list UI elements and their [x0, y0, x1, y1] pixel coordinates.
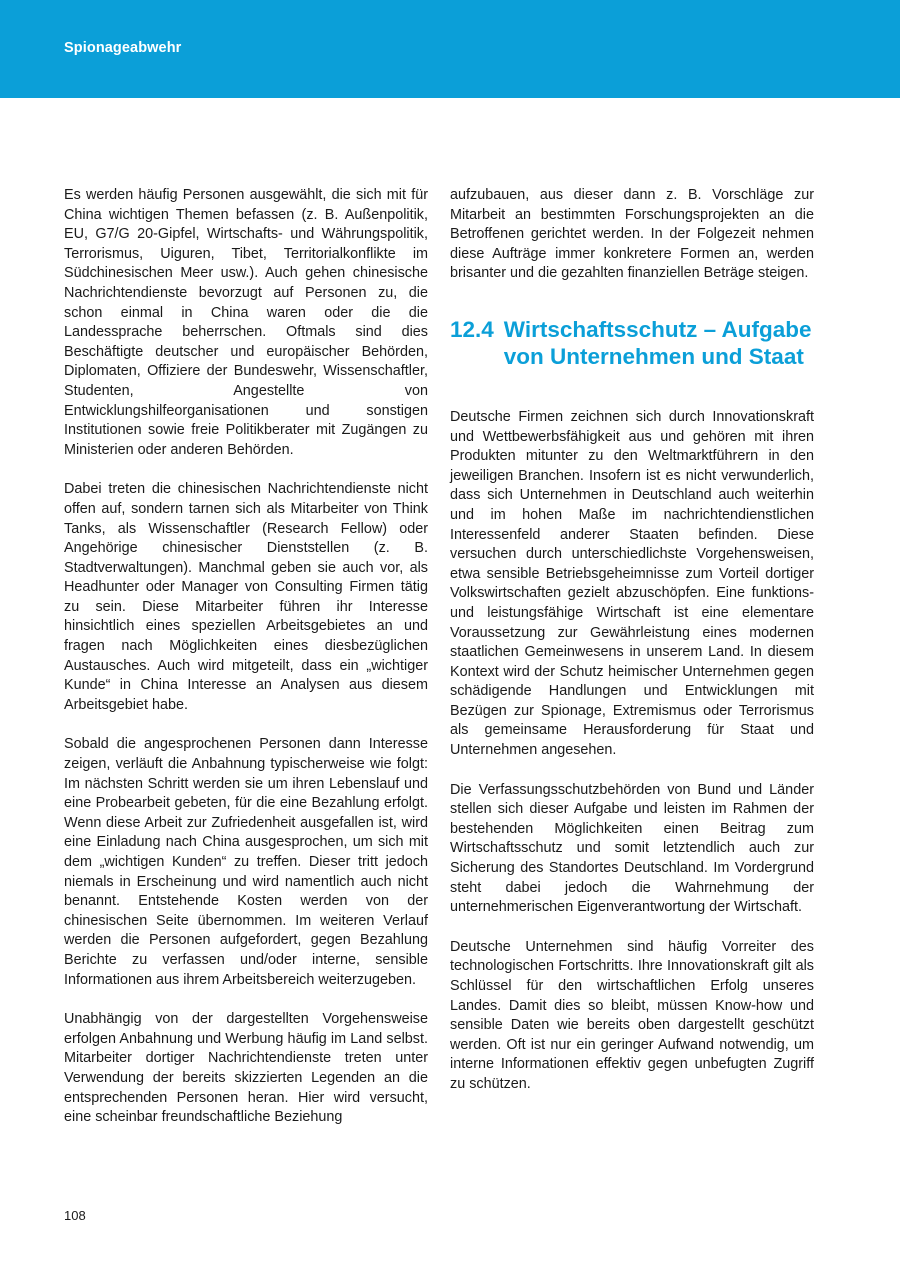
body-paragraph: Sobald die angesprochenen Personen dann Interesse zeigen, verläuft die Anbahnung typischerweise wie folgt: Im nächsten Schritt werden sie um ihren Lebenslauf und eine Probearbeit gebeten, für die eine Bezahlung erfolgt. Wenn diese Arbeit zur Zufriedenheit ausgefallen ist, wird eine Einladung nach China ausgesprochen, um sich mit dem „wichtigen Kunden“ zu treffen. Dieser tritt jedoch niemals in Erscheinung und wird namentlich auch nicht benannt. Entstehende Kosten werden von der chinesischen Seite übernommen. Im weiteren Verlauf werden die Personen aufgefordert, gegen Bezahlung Berichte zu verfassen und/oder interne, sensible Informationen aus ihrem Arbeitsbereich weiterzugeben. [64, 736, 428, 988]
body-paragraph: Die Verfassungsschutzbehörden von Bund und Länder stellen sich dieser Aufgabe und leisten im Rahmen der bestehenden Möglichkeiten einen Beitrag zum Wirtschaftsschutz und somit letztendlich auch zur Sicherung des Standortes Deutschland. Im Vordergrund steht dabei jedoch die Wahrnehmung der unternehmerischen Eigenverantwortung der Wirtschaft. [450, 781, 814, 916]
header-band [0, 0, 900, 98]
body-paragraph: Deutsche Unternehmen sind häufig Vorreiter des technologischen Fortschritts. Ihre Innovationskraft gilt als Schlüssel für den wirtschaftlichen Erfolg unseres Landes. Damit dies so bleibt, müssen Know-how und sensible Daten wie bereits oben dargestellt geschützt werden. Oft ist nur ein geringer Aufwand notwendig, um interne Informationen effektiv gegen unbefugten Zugriff zu schützen. [450, 938, 814, 1092]
body-paragraph: Dabei treten die chinesischen Nachrichtendienste nicht offen auf, sondern tarnen sich als Mitarbeiter von Think Tanks, als Wissenschaftler (Research Fellow) oder Angehörige chinesischer Dienststellen (z. B. Stadtverwaltungen). Manchmal geben sie auch vor, als Headhunter oder Manager von Consulting Firmen tätig zu sein. Diese Mitarbeiter führen ihr Interesse hinsichtlich eines speziellen Arbeitsgebietes an und fragen nach Möglichkeiten eines diesbezüglichen Austausches. Auch wird mitgeteilt, dass ein „wichtiger Kunde“ in China Interesse an Analysen aus diesem Arbeitsgebiet habe. [64, 481, 428, 713]
right-column [450, 186, 814, 1115]
page-number: 108 [64, 1208, 86, 1223]
section-heading [450, 316, 814, 370]
section-number: 12.4 [450, 316, 494, 342]
body-paragraph: Deutsche Firmen zeichnen sich durch Innovationskraft und Wettbewerbsfähigkeit aus und gehören mit ihren Produkten mitunter zu den Weltmarktführern in den jeweiligen Branchen. Insofern ist es nicht verwunderlich, dass sich Unternehmen in Deutschland auch weiterhin und im hohen Maße im nachrichtendienstlichen Interessenfeld anderer Staaten befinden. Diese versuchen durch unterschiedlichste Vorgehensweisen, etwa sensible Betriebsgeheimnisse zum Vorteil dortiger Volkswirtschaften gezielt abzuschöpfen. Eine funktions- und leistungsfähige Wirtschaft ist eine elementare Voraussetzung zur Gewährleistung eines modernen staatlichen Gemeinwesens in unserem Land. In diesem Kontext wird der Schutz heimischer Unternehmen gegen schädigende Handlungen und Entwicklungen mit Bezügen zur Spionage, Extremismus oder Terrorismus als gemeinsame Herausforderung für Staat und Unternehmen angesehen. [450, 408, 814, 759]
body-paragraph: Es werden häufig Personen ausgewählt, die sich mit für China wichtigen Themen befassen (z. B. Außenpolitik, EU, G7/G 20-Gipfel, Wirtschafts- und Währungspolitik, Terrorismus, Uiguren, Tibet, Territorialkonflikte im Südchinesischen Meer usw.). Auch gehen chinesische Nachrichtendienste bevorzugt auf Personen zu, die schon einmal in China waren oder die die Landessprache beherrschen. Oftmals sind dies Beschäftigte deutscher und europäischer Behörden, Diplomaten, Offiziere der Bundeswehr, Wissenschaftler, Studenten, Angestellte von Entwicklungshilfeorganisationen und sonstigen Institutionen sowie freie Politikberater mit Zugängen zu Ministerien oder anderen Behörden. [64, 187, 428, 458]
body-paragraph: aufzubauen, aus dieser dann z. B. Vorschläge zur Mitarbeit an bestimmten Forschungsprojekten an die Betroffenen gerichtet werden. In der Folgezeit nehmen diese Aufträge immer konkretere Formen an, werden brisanter und die gezahlten finanziellen Beträge steigen. [450, 187, 814, 282]
body-paragraph: Unabhängig von der dargestellten Vorgehensweise erfolgen Anbahnung und Werbung häufig im Land selbst. Mitarbeiter dortiger Nachrichtendienste treten unter Verwendung der bereits skizzierten Legenden an die entsprechenden Personen heran. Hier wird versucht, eine scheinbar freundschaftliche Beziehung [64, 1011, 428, 1126]
running-header-title: Spionageabwehr [64, 40, 182, 56]
left-column [64, 186, 428, 1148]
section-title: Wirtschaftsschutz – Aufgabe von Unternehmen und Staat [503, 316, 812, 369]
